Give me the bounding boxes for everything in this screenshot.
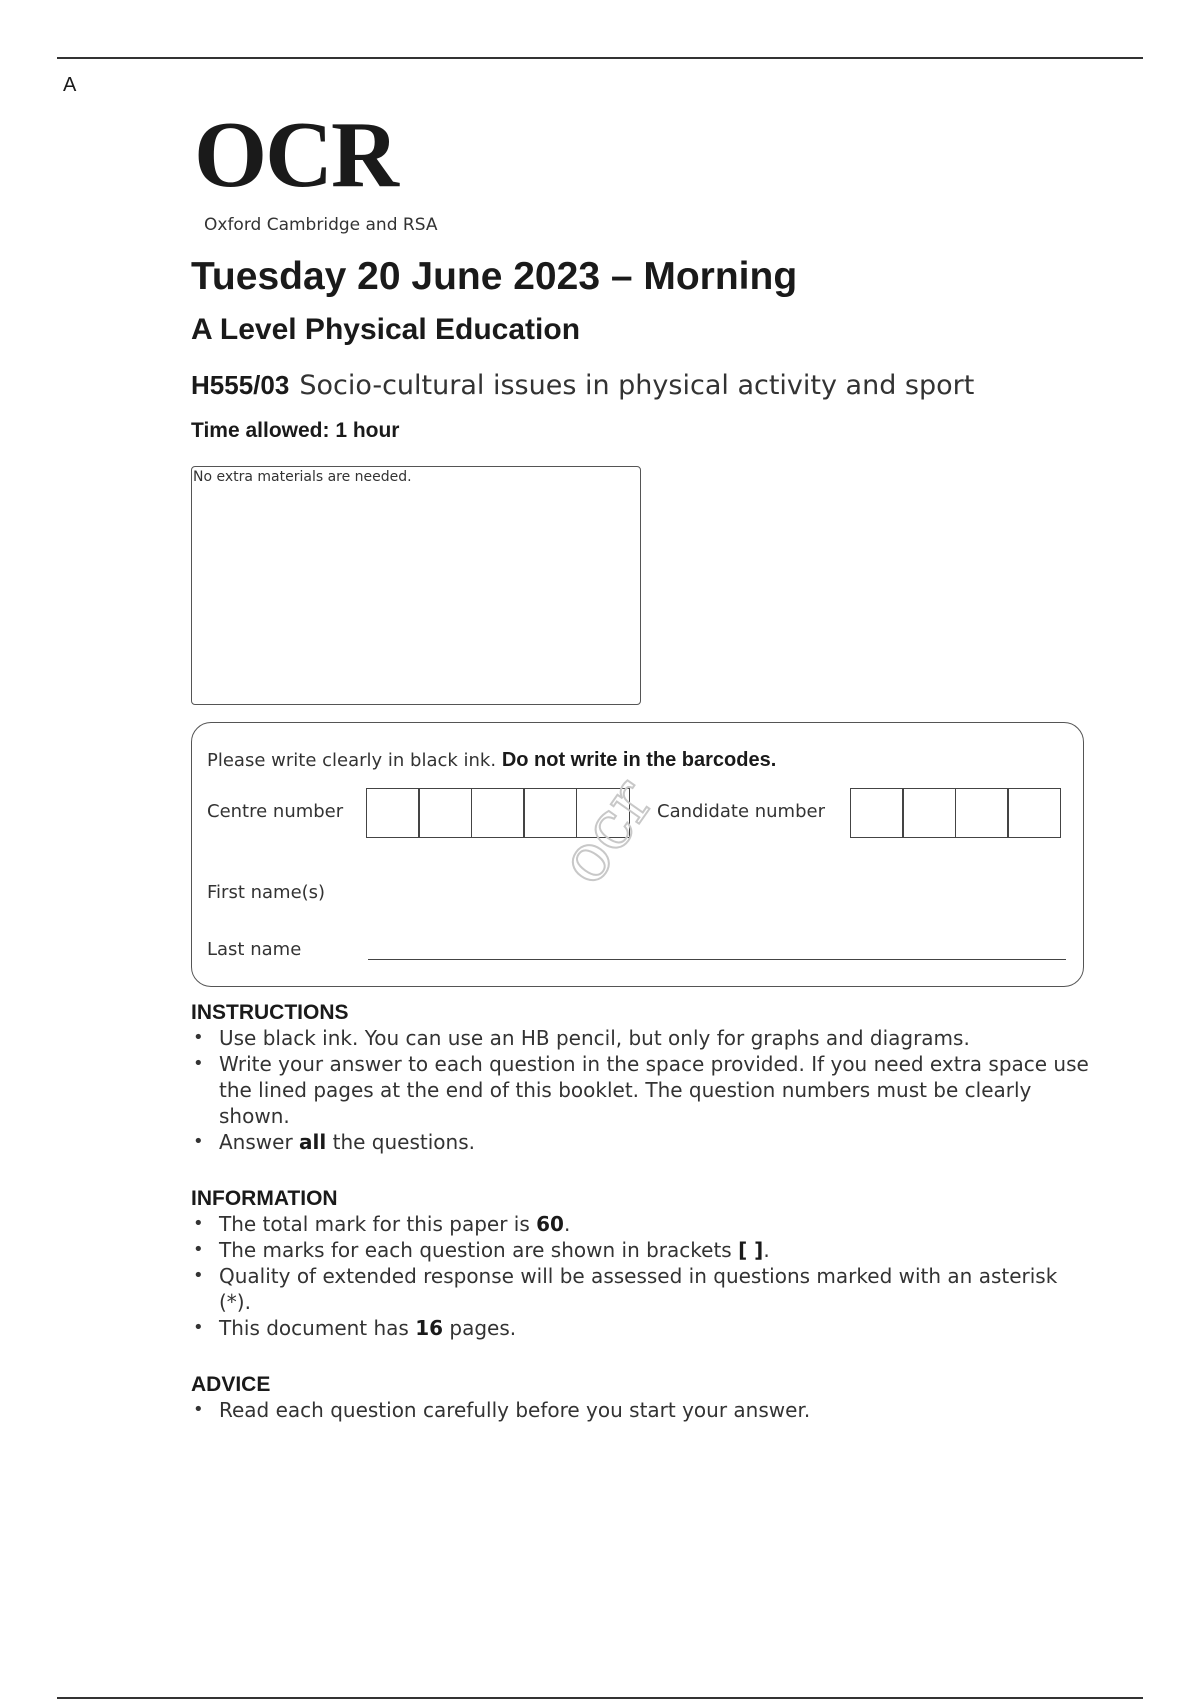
item-text: Read each question carefully before you start your answer.	[219, 1398, 811, 1422]
information-heading: INFORMATION	[191, 1187, 338, 1210]
advice-heading: ADVICE	[191, 1373, 271, 1396]
item-text: pages.	[443, 1316, 517, 1340]
item-text: Answer	[219, 1130, 300, 1154]
time-allowed: Time allowed: 1 hour	[191, 419, 400, 442]
candidate-details-box	[191, 722, 1084, 987]
centre-number-cell[interactable]	[471, 788, 525, 838]
candidate-box-instruction	[207, 749, 776, 772]
corner-mark: A	[63, 74, 77, 96]
information-item	[191, 1263, 1091, 1315]
top-rule	[57, 57, 1143, 59]
candidate-number-cell[interactable]	[955, 788, 1009, 838]
exam-date: Tuesday 20 June 2023 – Morning	[191, 255, 798, 298]
bottom-rule	[57, 1697, 1143, 1699]
advice-item	[191, 1397, 1091, 1423]
instructions-heading: INSTRUCTIONS	[191, 1001, 349, 1024]
item-text: The marks for each question are shown in brackets	[219, 1238, 739, 1262]
information-item	[191, 1237, 1091, 1263]
exam-code-line	[191, 370, 974, 401]
instructions-list	[191, 1025, 1091, 1155]
instructions-item	[191, 1051, 1091, 1129]
advice-list	[191, 1397, 1091, 1423]
candidate-number-label: Candidate number	[657, 801, 825, 822]
centre-number-label: Centre number	[207, 801, 344, 822]
candidate-number-cell[interactable]	[1007, 788, 1061, 838]
information-list	[191, 1211, 1091, 1341]
ocr-logo: OCR	[194, 103, 397, 207]
ocr-watermark: ocr	[543, 765, 669, 898]
item-text: The total mark for this paper is	[219, 1212, 537, 1236]
centre-number-cell[interactable]	[366, 788, 420, 838]
item-text: .	[563, 1212, 571, 1236]
instruction-plain: Please write clearly in black ink.	[207, 750, 497, 771]
exam-code: H555/03	[191, 370, 290, 400]
item-text: Quality of extended response will be assessed in questions marked with an asterisk (*).	[219, 1264, 1058, 1314]
item-text: the questions.	[326, 1130, 475, 1154]
materials-text: No extra materials are needed.	[193, 469, 412, 485]
first-name-label: First name(s)	[207, 882, 326, 903]
last-name-line[interactable]	[368, 959, 1066, 960]
centre-number-cell[interactable]	[418, 788, 472, 838]
bold-text: all	[299, 1130, 327, 1154]
instruction-bold: Do not write in the barcodes.	[501, 749, 777, 771]
bold-text: 60	[536, 1212, 564, 1236]
bold-text: 16	[415, 1316, 444, 1340]
ocr-logo-subtitle: Oxford Cambridge and RSA	[204, 215, 438, 235]
materials-box	[191, 466, 641, 705]
item-text: This document has	[219, 1316, 416, 1340]
instructions-item	[191, 1025, 1091, 1051]
information-item	[191, 1315, 1091, 1341]
exam-subject: A Level Physical Education	[191, 313, 581, 346]
candidate-number-cell[interactable]	[850, 788, 904, 838]
instructions-item	[191, 1129, 1091, 1155]
item-text: Write your answer to each question in the space provided. If you need extra space use the lined pages at the end of this booklet. The question numbers must be clearly shown.	[219, 1052, 1089, 1128]
candidate-number-cell[interactable]	[902, 788, 956, 838]
item-text: .	[763, 1238, 770, 1262]
exam-component: Socio-cultural issues in physical activity and sport	[299, 370, 975, 401]
information-item	[191, 1211, 1091, 1237]
candidate-number-input[interactable]	[851, 788, 1061, 838]
item-text: Use black ink. You can use an HB pencil, but only for graphs and diagrams.	[219, 1026, 970, 1050]
bold-text: [ ]	[738, 1238, 764, 1262]
last-name-label: Last name	[207, 939, 302, 960]
